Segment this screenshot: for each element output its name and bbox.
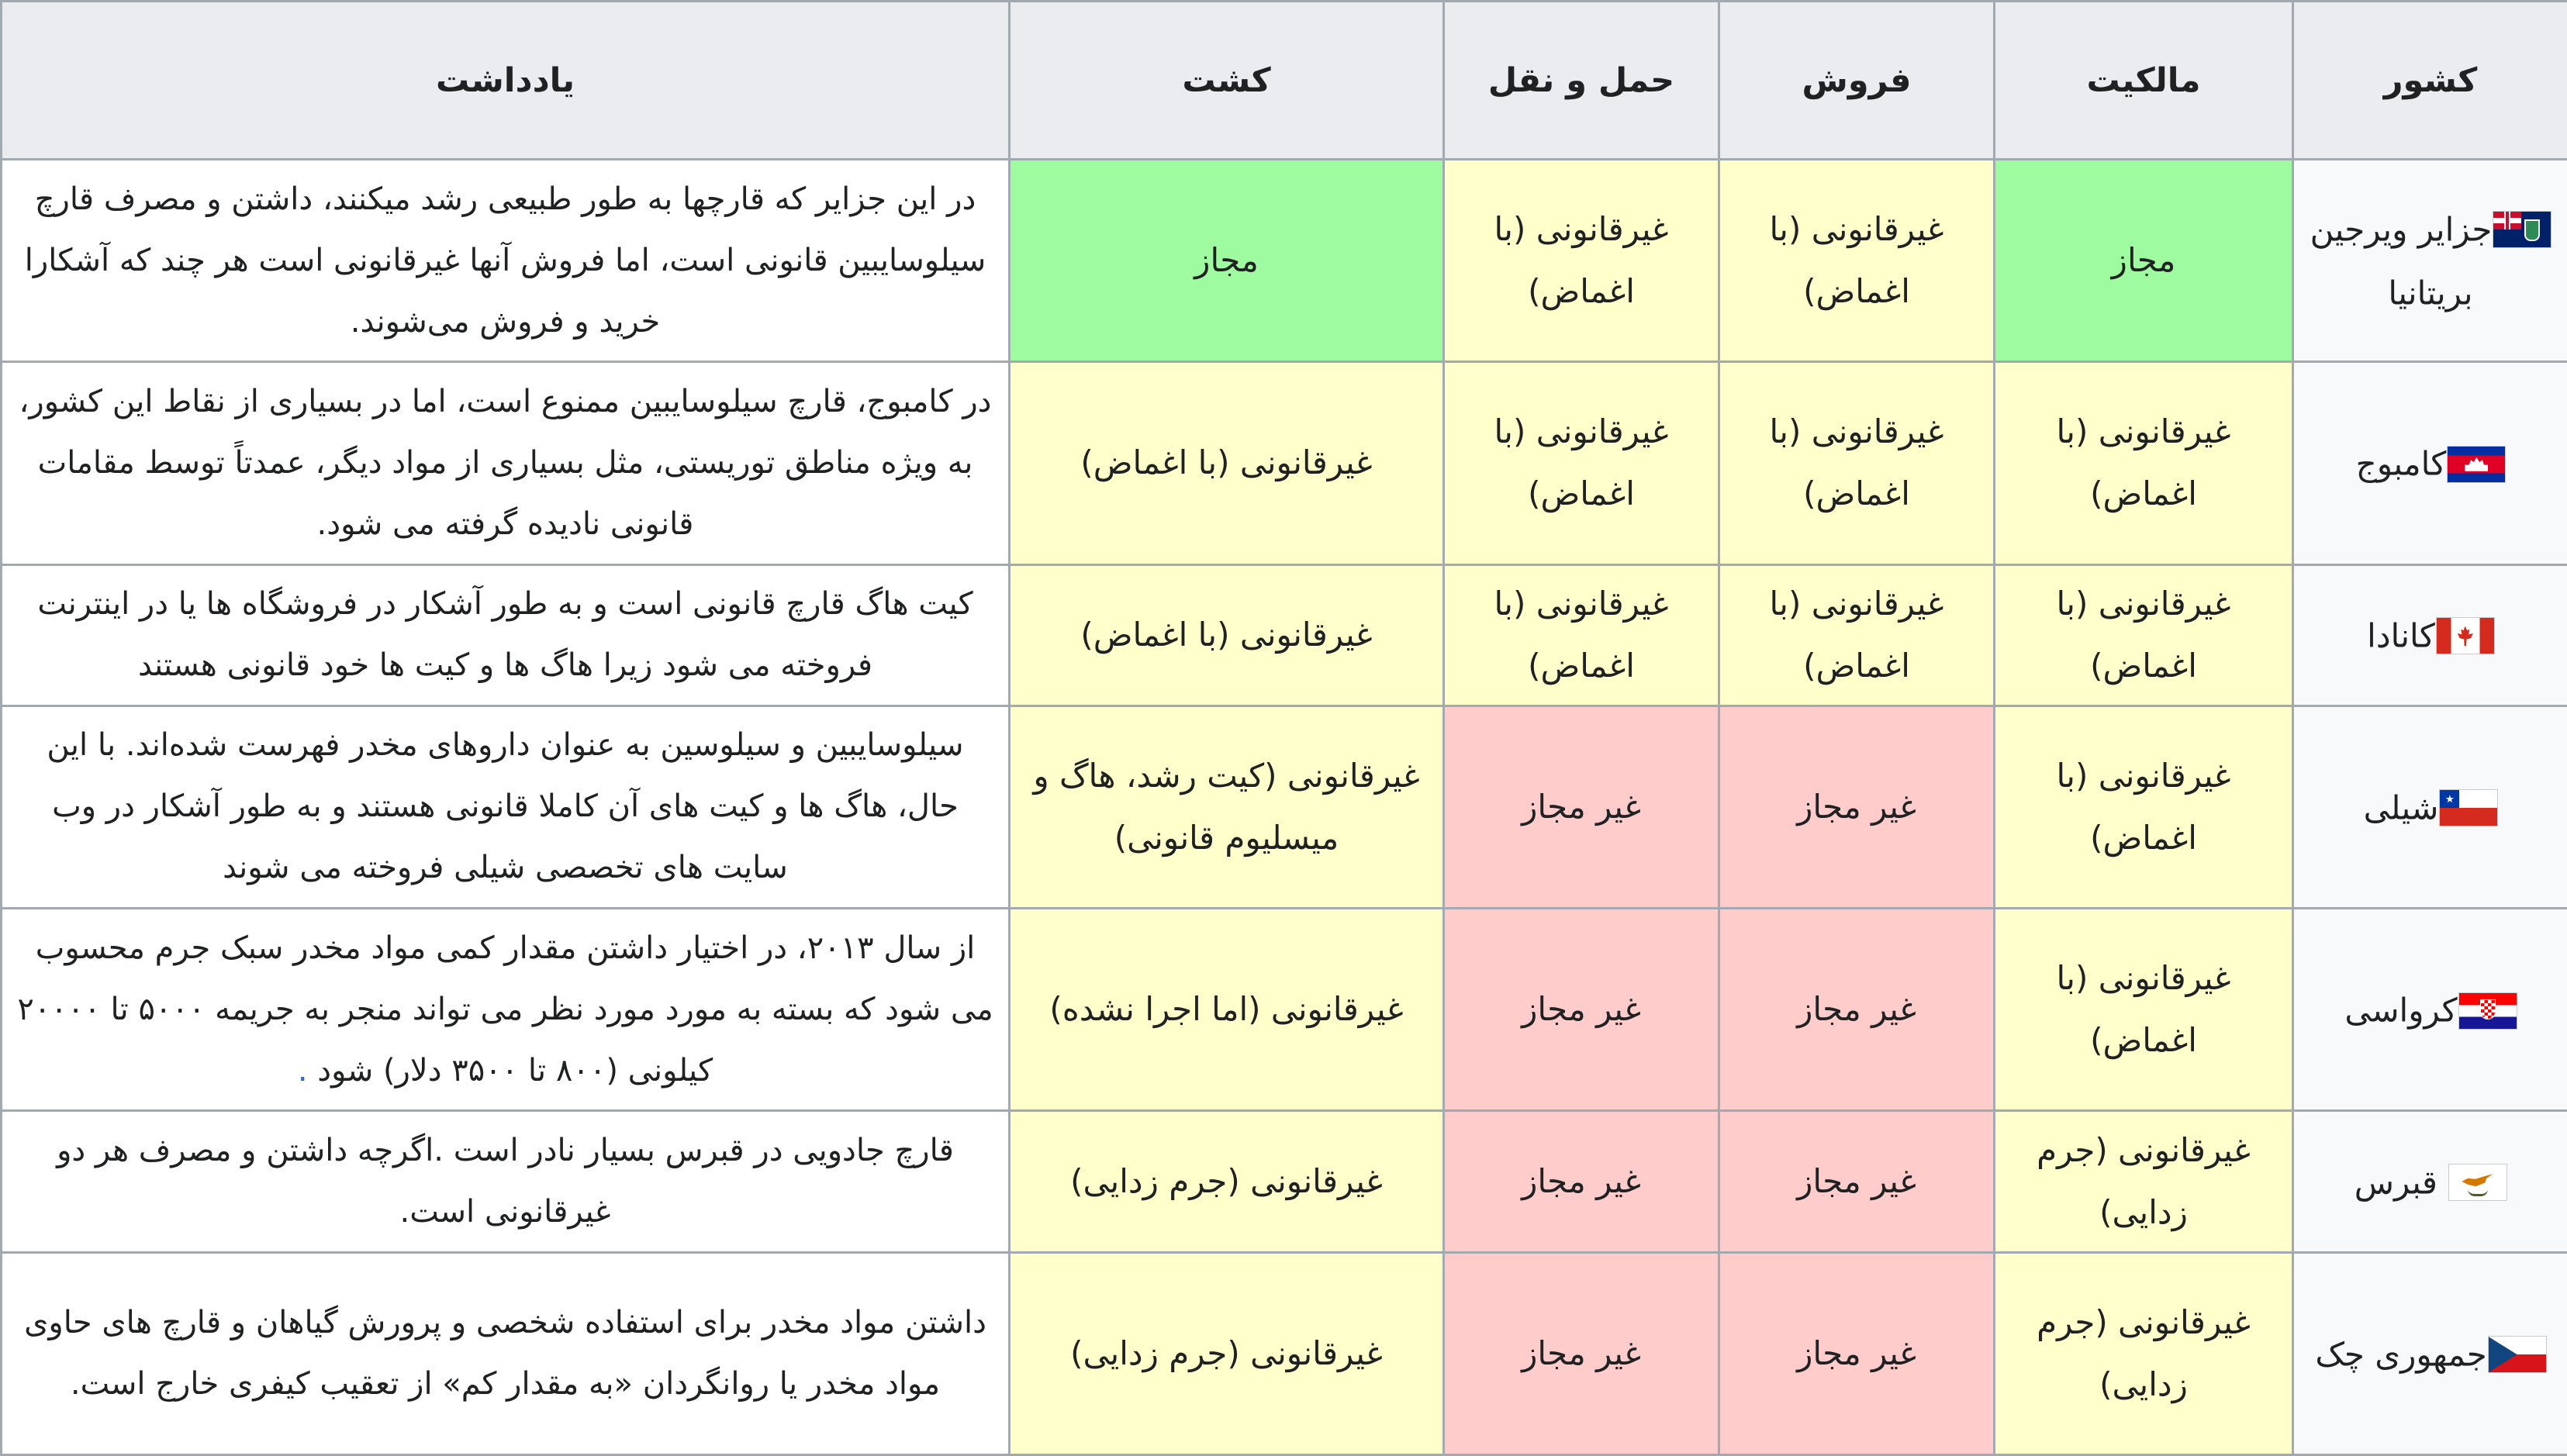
table-row <box>2 1252 2567 1454</box>
header-sale: فروش <box>1719 2 1995 160</box>
country-name: جمهوری چک <box>2315 1335 2487 1374</box>
cyprus-flag-icon <box>2449 1164 2507 1200</box>
transport-cell: غیر مجاز <box>1444 1252 1719 1454</box>
possession-cell: غیرقانونی (جرم زدایی) <box>1995 1111 2293 1252</box>
table-row <box>2 564 2567 706</box>
notes-cell: در این جزایر که قارچها به طور طبیعی رشد میکنند، داشتن و مصرف قارچ سیلوسایبین قانونی است، اما فروش آنها غیرقانونی است هر چند که آشکارا خرید و فروش می‌شوند. <box>2 160 1010 362</box>
croatia-flag-icon <box>2459 993 2517 1029</box>
header-country: کشور <box>2293 2 2567 160</box>
possession-cell: غیرقانونی (جرم زدایی) <box>1995 1252 2293 1454</box>
cultivation-cell: غیرقانونی (با اغماض) <box>1010 362 1444 564</box>
possession-cell: غیرقانونی (با اغماض) <box>1995 909 2293 1111</box>
sale-cell: غیر مجاز <box>1719 909 1995 1111</box>
notes-cell <box>2 909 1010 1111</box>
cultivation-cell: غیرقانونی (کیت رشد، هاگ و میسلیوم قانونی) <box>1010 706 1444 908</box>
sale-cell: غیرقانونی (با اغماض) <box>1719 160 1995 362</box>
country-name: قبرس <box>2354 1163 2437 1202</box>
cultivation-cell: غیرقانونی (جرم زدایی) <box>1010 1111 1444 1252</box>
possession-cell: غیرقانونی (با اغماض) <box>1995 706 2293 908</box>
table-row <box>2 160 2567 362</box>
transport-cell: غیرقانونی (با اغماض) <box>1444 362 1719 564</box>
notes-cell: در کامبوج، قارچ سیلوسایبین ممنوع است، اما در بسیاری از نقاط این کشور، به ویژه مناطق توریستی، مثل بسیاری از مواد دیگر، عمدتاً توسط مقامات قانونی نادیده گرفته می شود. <box>2 362 1010 564</box>
cultivation-cell: غیرقانونی (جرم زدایی) <box>1010 1252 1444 1454</box>
sale-cell: غیر مجاز <box>1719 1111 1995 1252</box>
sale-cell: غیر مجاز <box>1719 1252 1995 1454</box>
possession-cell: مجاز <box>1995 160 2293 362</box>
transport-cell: غیرقانونی (با اغماض) <box>1444 160 1719 362</box>
header-notes: یادداشت <box>2 2 1010 160</box>
canada-flag-icon <box>2437 618 2494 654</box>
country-cell <box>2293 564 2567 706</box>
notes-text: از سال ۲۰۱۳، در اختیار داشتن مقدار کمی مواد مخدر سبک جرم محسوب می شود که بسته به مورد مورد نظر می تواند منجر به جریمه ۵۰۰۰ تا ۲۰۰۰۰ کیلونی (۸۰۰ تا ۳۵۰۰ دلار) شود <box>17 930 993 1089</box>
country-name: کرواسی <box>2344 991 2458 1030</box>
notes-cell: کیت هاگ قارچ قانونی است و به طور آشکار در فروشگاه ها یا در اینترنت فروخته می شود زیرا هاگ ها و کیت ها خود قانونی هستند <box>2 564 1010 706</box>
country-cell <box>2293 706 2567 908</box>
header-possession: مالکیت <box>1995 2 2293 160</box>
header-row <box>2 2 2567 160</box>
country-name: کانادا <box>2367 616 2435 655</box>
country-cell <box>2293 160 2567 362</box>
sale-cell: غیرقانونی (با اغماض) <box>1719 564 1995 706</box>
transport-cell: غیرقانونی (با اغماض) <box>1444 564 1719 706</box>
country-name: شیلی <box>2363 788 2439 827</box>
sale-cell: غیرقانونی (با اغماض) <box>1719 362 1995 564</box>
country-name: جزایر ویرجین بریتانیا <box>2310 210 2493 312</box>
notes-cell: داشتن مواد مخدر برای استفاده شخصی و پرورش گیاهان و قارچ های حاوی مواد مخدر یا روانگردان «به مقدار کم» از تعقیب کیفری خارج است. <box>2 1252 1010 1454</box>
british-virgin-islands-flag-icon <box>2493 212 2551 247</box>
possession-cell: غیرقانونی (با اغماض) <box>1995 362 2293 564</box>
table-row <box>2 1111 2567 1252</box>
cultivation-cell: غیرقانونی (اما اجرا نشده) <box>1010 909 1444 1111</box>
transport-cell: غیر مجاز <box>1444 909 1719 1111</box>
czech-republic-flag-icon <box>2489 1337 2546 1372</box>
country-name: کامبوج <box>2355 444 2447 483</box>
country-cell <box>2293 909 2567 1111</box>
notes-cell: سیلوسایبین و سیلوسین به عنوان داروهای مخدر فهرست شده‌اند. با این حال، هاگ ها و کیت های آن کاملا قانونی هستند و به طور آشکار در وب سایت های تخصصی شیلی فروخته می شوند <box>2 706 1010 908</box>
cambodia-flag-icon <box>2448 447 2505 482</box>
chile-flag-icon <box>2440 790 2497 826</box>
transport-cell: غیر مجاز <box>1444 1111 1719 1252</box>
header-transport: حمل و نقل <box>1444 2 1719 160</box>
country-cell <box>2293 1252 2567 1454</box>
table-row <box>2 909 2567 1111</box>
cultivation-cell: مجاز <box>1010 160 1444 362</box>
table-row <box>2 706 2567 908</box>
table-row <box>2 362 2567 564</box>
notes-dot: . <box>297 1052 308 1089</box>
notes-cell: قارچ جادویی در قبرس بسیار نادر است .اگرچه داشتن و مصرف هر دو غیرقانونی است. <box>2 1111 1010 1252</box>
country-cell <box>2293 362 2567 564</box>
sale-cell: غیر مجاز <box>1719 706 1995 908</box>
transport-cell: غیر مجاز <box>1444 706 1719 908</box>
header-cultivation: کشت <box>1010 2 1444 160</box>
possession-cell: غیرقانونی (با اغماض) <box>1995 564 2293 706</box>
cultivation-cell: غیرقانونی (با اغماض) <box>1010 564 1444 706</box>
country-cell <box>2293 1111 2567 1252</box>
